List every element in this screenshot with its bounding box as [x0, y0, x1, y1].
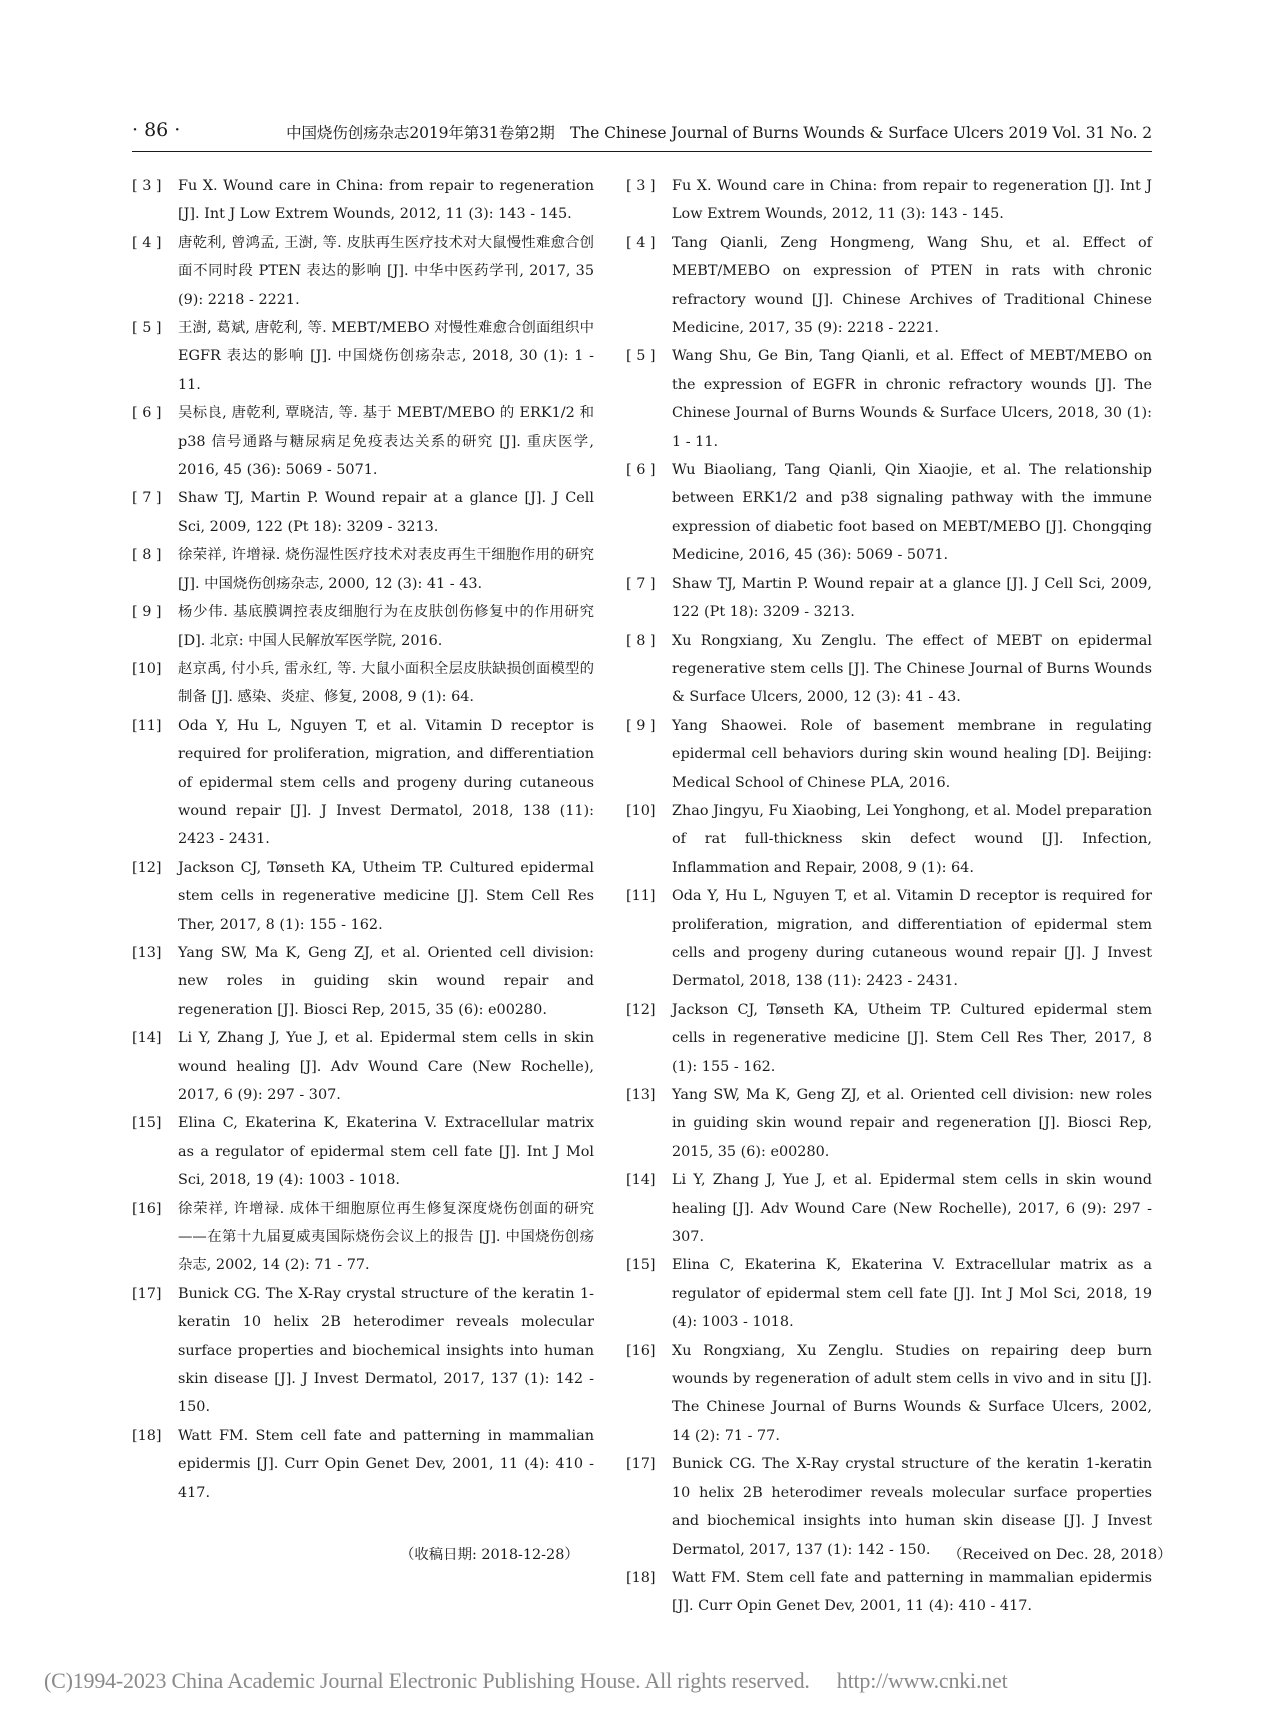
reference-number: [12]	[132, 859, 162, 876]
reference-text: Oda Y, Hu L, Nguyen T, et al. Vitamin D receptor is required for proliferation, migration, and differentiation of epidermal stem cells and progeny during cutaneous wound repair [J]. J Invest Dermatol, 2018, 138 (11): 2423 - 2431.	[672, 888, 1152, 990]
reference-item	[132, 541, 594, 598]
reference-item	[626, 712, 1152, 797]
reference-item	[626, 1251, 1152, 1336]
reference-number: [ 5 ]	[132, 320, 162, 337]
reference-item	[132, 1195, 594, 1280]
reference-number: [ 4 ]	[626, 234, 656, 251]
reference-item	[132, 229, 594, 314]
reference-item	[132, 854, 594, 939]
reference-text: Li Y, Zhang J, Yue J, et al. Epidermal stem cells in skin wound healing [J]. Adv Wound Care (New Rochelle), 2017, 6 (9): 297 - 307.	[672, 1172, 1152, 1246]
reference-number: [ 7 ]	[132, 490, 162, 507]
reference-text: Jackson CJ, Tønseth KA, Utheim TP. Cultured epidermal stem cells in regenerative medicine [J]. Stem Cell Res Ther, 2017, 8 (1): 155 - 162.	[672, 1001, 1152, 1075]
reference-text: 王澍, 葛斌, 唐乾利, 等. MEBT/MEBO 对慢性难愈合创面组织中 EGFR 表达的影响 [J]. 中国烧伤创疡杂志, 2018, 30 (1): 1 - 11.	[178, 320, 594, 393]
reference-text: Bunick CG. The X-Ray crystal structure of the keratin 1-keratin 10 helix 2B heterodimer reveals molecular surface properties and biochemical insights into human skin disease [J]. J Invest Dermatol, 2017, 137 (1): 142 - 150.	[178, 1285, 594, 1416]
reference-item	[626, 1081, 1152, 1166]
reference-text: 杨少伟. 基底膜调控表皮细胞行为在皮肤创伤修复中的作用研究 [D]. 北京: 中国人民解放军医学院, 2016.	[178, 604, 594, 649]
reference-item	[132, 484, 594, 541]
reference-item	[132, 1280, 594, 1422]
reference-text: Yang SW, Ma K, Geng ZJ, et al. Oriented cell division: new roles in guiding skin wound repair and regeneration [J]. Biosci Rep, 2015, 35 (6): e00280.	[178, 944, 594, 1018]
reference-number: [15]	[626, 1257, 656, 1274]
reference-text: Shaw TJ, Martin P. Wound repair at a glance [J]. J Cell Sci, 2009, 122 (Pt 18): 3209 - 3213.	[178, 490, 594, 535]
reference-text: Elina C, Ekaterina K, Ekaterina V. Extracellular matrix as a regulator of epidermal stem cell fate [J]. Int J Mol Sci, 2018, 19 (4): 1003 - 1018.	[672, 1257, 1152, 1331]
reference-item	[132, 314, 594, 399]
reference-text: Elina C, Ekaterina K, Ekaterina V. Extracellular matrix as a regulator of epidermal stem cell fate [J]. Int J Mol Sci, 2018, 19 (4): 1003 - 1018.	[178, 1115, 594, 1189]
reference-item	[626, 172, 1152, 229]
reference-number: [ 9 ]	[132, 604, 162, 621]
reference-number: [11]	[626, 888, 656, 905]
reference-text: Bunick CG. The X-Ray crystal structure of the keratin 1-keratin 10 helix 2B heterodimer reveals molecular surface properties and biochemical insights into human skin disease [J]. J Invest Dermatol, 2017, 137 (1): 142 - 150.	[672, 1456, 1152, 1558]
reference-text: Fu X. Wound care in China: from repair to regeneration [J]. Int J Low Extrem Wounds, 2012, 11 (3): 143 - 145.	[178, 178, 594, 223]
reference-number: [16]	[626, 1342, 656, 1359]
reference-number: [15]	[132, 1115, 162, 1132]
reference-text: Zhao Jingyu, Fu Xiaobing, Lei Yonghong, et al. Model preparation of rat full-thickness skin defect wound [J]. Infection, Inflammation and Repair, 2008, 9 (1): 64.	[672, 802, 1152, 876]
reference-text: Watt FM. Stem cell fate and patterning in mammalian epidermis [J]. Curr Opin Genet Dev, 2001, 11 (4): 410 - 417.	[178, 1427, 594, 1501]
references-english-column	[626, 172, 1152, 1621]
reference-item	[626, 1337, 1152, 1451]
reference-item	[626, 627, 1152, 712]
reference-number: [17]	[626, 1456, 656, 1473]
reference-text: Wu Biaoliang, Tang Qianli, Qin Xiaojie, et al. The relationship between ERK1/2 and p38 signaling pathway with the immune expression of diabetic foot based on MEBT/MEBO [J]. Chongqing Medicine, 2016, 45 (36): 5069 - 5071.	[672, 462, 1152, 564]
reference-number: [ 6 ]	[626, 462, 656, 479]
received-date-english: （Received on Dec. 28, 2018）	[948, 1547, 1172, 1563]
reference-item	[626, 456, 1152, 570]
reference-item	[132, 712, 594, 854]
header-divider	[132, 151, 1152, 152]
reference-number: [13]	[626, 1087, 656, 1103]
reference-number: [ 7 ]	[626, 575, 656, 592]
reference-text: Watt FM. Stem cell fate and patterning in mammalian epidermis [J]. Curr Opin Genet Dev, 2001, 11 (4): 410 - 417.	[672, 1569, 1152, 1615]
reference-text: Wang Shu, Ge Bin, Tang Qianli, et al. Effect of MEBT/MEBO on the expression of EGFR in chronic refractory wounds [J]. The Chinese Journal of Burns Wounds & Surface Ulcers, 2018, 30 (1): 1 - 11.	[672, 348, 1152, 450]
reference-item	[132, 598, 594, 655]
reference-text: Xu Rongxiang, Xu Zenglu. Studies on repairing deep burn wounds by regeneration of adult stem cells in vivo and in situ [J]. The Chinese Journal of Burns Wounds & Surface Ulcers, 2002, 14 (2): 71 - 77.	[672, 1342, 1152, 1444]
reference-text: Oda Y, Hu L, Nguyen T, et al. Vitamin D receptor is required for proliferation, migration, and differentiation of epidermal stem cells and progeny during cutaneous wound repair [J]. J Invest Dermatol, 2018, 138 (11): 2423 - 2431.	[178, 717, 594, 848]
reference-item	[132, 399, 594, 484]
reference-item	[132, 1422, 594, 1507]
reference-number: [14]	[626, 1172, 656, 1189]
reference-number: [12]	[626, 1001, 656, 1018]
reference-number: [ 4 ]	[132, 234, 162, 251]
reference-number: [18]	[626, 1569, 656, 1586]
reference-number: [17]	[132, 1285, 162, 1302]
reference-text: 赵京禹, 付小兵, 雷永红, 等. 大鼠小面积全层皮肤缺损创面模型的制备 [J]. 感染、炎症、修复, 2008, 9 (1): 64.	[178, 660, 594, 706]
reference-number: [11]	[132, 717, 162, 734]
reference-text: Yang SW, Ma K, Geng ZJ, et al. Oriented cell division: new roles in guiding skin wound repair and regeneration [J]. Biosci Rep, 2015, 35 (6): e00280.	[672, 1087, 1152, 1160]
reference-item	[626, 797, 1152, 882]
reference-number: [ 5 ]	[626, 348, 656, 365]
reference-number: [ 3 ]	[132, 178, 162, 194]
reference-number: [16]	[132, 1200, 162, 1217]
running-head: 中国烧伤创疡杂志2019年第31卷第2期 The Chinese Journal of Burns Wounds & Surface Ulcers 2019 Vol. 31 No. 2	[286, 124, 1152, 142]
reference-number: [ 8 ]	[132, 547, 162, 564]
reference-text: Fu X. Wound care in China: from repair to regeneration [J]. Int J Low Extrem Wounds, 2012, 11 (3): 143 - 145.	[672, 178, 1152, 223]
reference-text: 徐荣祥, 许增禄. 成体干细胞原位再生修复深度烧伤创面的研究——在第十九届夏威夷国际烧伤会议上的报告 [J]. 中国烧伤创疡杂志, 2002, 14 (2): 71 - 77.	[178, 1200, 594, 1274]
reference-number: [10]	[626, 802, 656, 819]
reference-item	[132, 172, 594, 229]
reference-item	[626, 1564, 1152, 1621]
reference-item	[132, 1109, 594, 1194]
reference-text: Tang Qianli, Zeng Hongmeng, Wang Shu, et al. Effect of MEBT/MEBO on expression of PTEN in rats with chronic refractory wound [J]. Chinese Archives of Traditional Chinese Medicine, 2017, 35 (9): 2218 - 2221.	[672, 234, 1152, 337]
reference-item	[626, 882, 1152, 996]
reference-number: [18]	[132, 1427, 162, 1444]
reference-item	[132, 939, 594, 1024]
reference-text: Xu Rongxiang, Xu Zenglu. The effect of MEBT on epidermal regenerative stem cells [J]. The Chinese Journal of Burns Wounds & Surface Ulcers, 2000, 12 (3): 41 - 43.	[672, 632, 1152, 706]
reference-text: Li Y, Zhang J, Yue J, et al. Epidermal stem cells in skin wound healing [J]. Adv Wound Care (New Rochelle), 2017, 6 (9): 297 - 307.	[178, 1030, 594, 1103]
reference-number: [ 6 ]	[132, 405, 162, 422]
reference-item	[626, 229, 1152, 343]
reference-number: [14]	[132, 1030, 162, 1047]
reference-text: 吴标良, 唐乾利, 覃晓洁, 等. 基于 MEBT/MEBO 的 ERK1/2 和 p38 信号通路与糖尿病足免疫表达关系的研究 [J]. 重庆医学, 2016, 45 (36): 5069 - 5071.	[178, 405, 594, 479]
reference-text: Shaw TJ, Martin P. Wound repair at a glance [J]. J Cell Sci, 2009, 122 (Pt 18): 3209 - 3213.	[672, 575, 1152, 621]
reference-item	[626, 996, 1152, 1081]
reference-text: 唐乾利, 曾鸿孟, 王澍, 等. 皮肤再生医疗技术对大鼠慢性难愈合创面不同时段 PTEN 表达的影响 [J]. 中华中医药学刊, 2017, 35 (9): 2218 - 2221.	[178, 234, 594, 308]
reference-item	[626, 1166, 1152, 1251]
reference-number: [13]	[132, 944, 162, 961]
reference-text: Jackson CJ, Tønseth KA, Utheim TP. Cultured epidermal stem cells in regenerative medicine [J]. Stem Cell Res Ther, 2017, 8 (1): 155 - 162.	[178, 859, 594, 933]
page-number: · 86 ·	[132, 119, 181, 141]
reference-number: [ 9 ]	[626, 717, 656, 734]
reference-number: [10]	[132, 660, 162, 677]
reference-item	[626, 570, 1152, 627]
copyright-watermark: (C)1994-2023 China Academic Journal Electronic Publishing House. All rights reserved. http://www.cnki.net	[44, 1668, 1008, 1693]
reference-number: [ 3 ]	[626, 178, 656, 194]
reference-number: [ 8 ]	[626, 632, 656, 649]
reference-text: 徐荣祥, 许增禄. 烧伤湿性医疗技术对表皮再生干细胞作用的研究 [J]. 中国烧伤创疡杂志, 2000, 12 (3): 41 - 43.	[178, 547, 594, 592]
reference-item	[626, 342, 1152, 456]
reference-item	[132, 1024, 594, 1109]
references-chinese-column	[132, 172, 594, 1507]
reference-item	[132, 655, 594, 712]
reference-text: Yang Shaowei. Role of basement membrane in regulating epidermal cell behaviors during skin wound healing [D]. Beijing: Medical School of Chinese PLA, 2016.	[672, 717, 1152, 791]
received-date-chinese: （收稿日期: 2018-12-28）	[400, 1547, 579, 1563]
